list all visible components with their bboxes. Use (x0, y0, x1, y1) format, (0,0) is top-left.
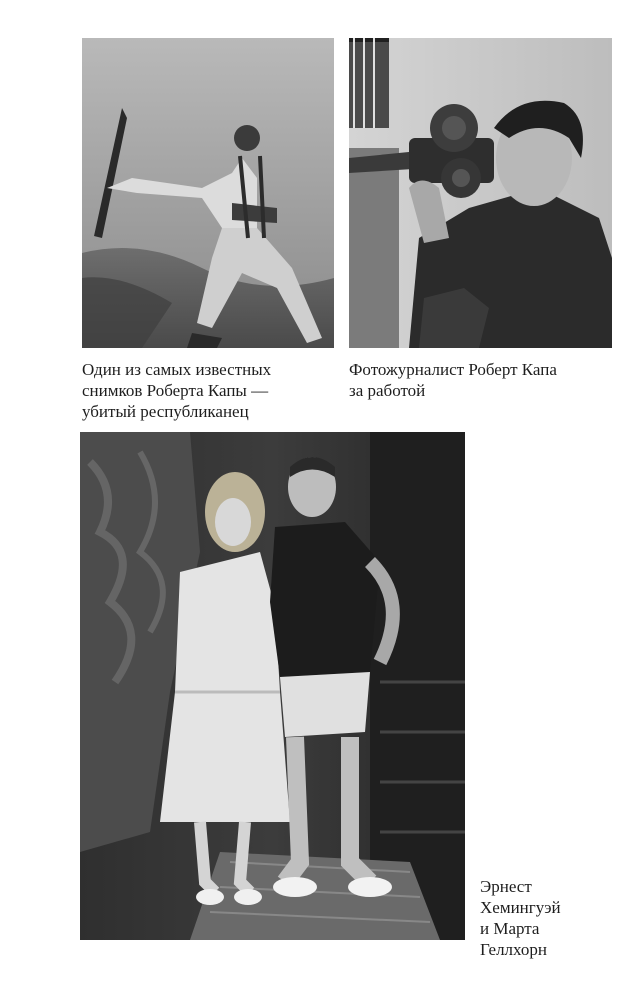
caption-line: Хемингуэй (480, 898, 561, 917)
caption-line: Геллхорн (480, 940, 547, 959)
hemingway-gellhorn-photo (80, 432, 465, 940)
caption-line: Фотожурналист Роберт Капа (349, 360, 557, 379)
caption-line: Один из самых известных (82, 360, 272, 379)
caption-line: убитый республиканец (82, 402, 249, 421)
robert-capa-photo (349, 38, 612, 348)
caption-line: за работой (349, 381, 426, 400)
caption-line: и Марта (480, 919, 540, 938)
caption-hemingway-gellhorn (480, 876, 561, 960)
caption-line: Эрнест (480, 877, 532, 896)
falling-soldier-photo (82, 38, 334, 348)
caption-falling-soldier (82, 359, 271, 422)
caption-robert-capa (349, 359, 557, 401)
caption-line: снимков Роберта Капы — (82, 381, 269, 400)
